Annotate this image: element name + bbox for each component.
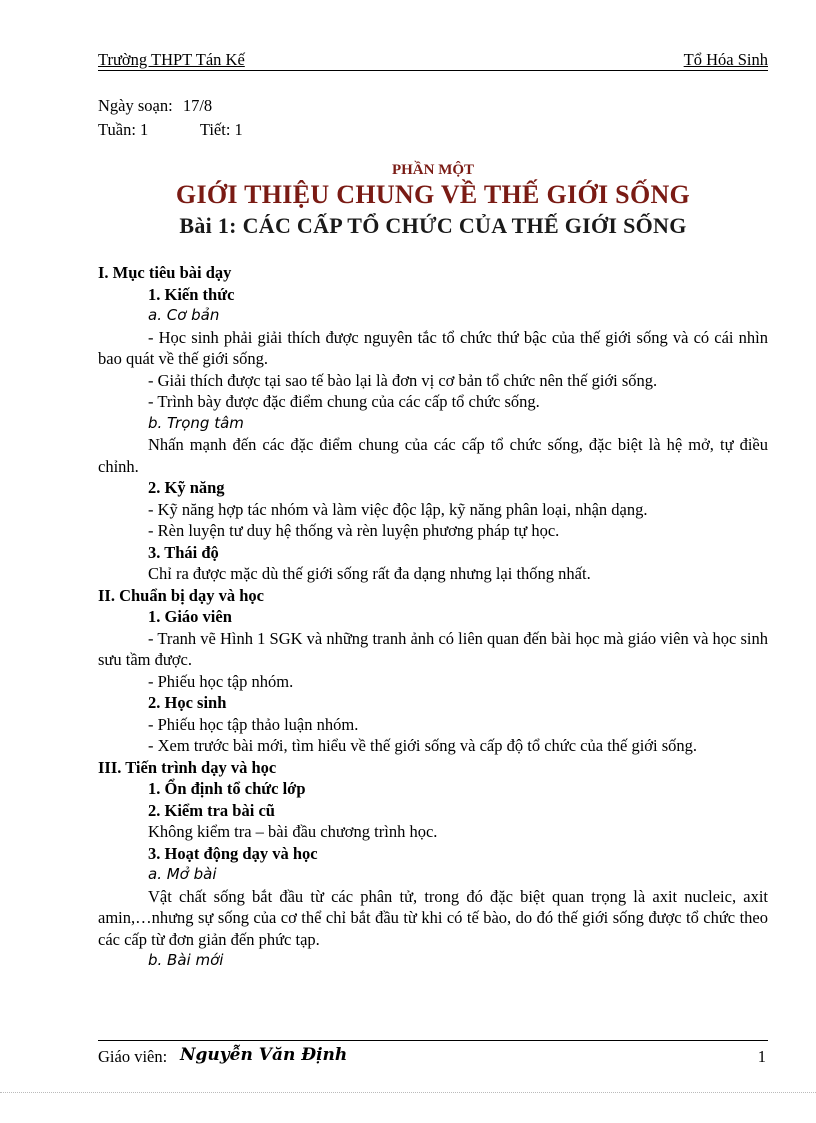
paragraph: - Rèn luyện tư duy hệ thống và rèn luyện phương pháp tự học. (148, 521, 560, 540)
section-heading: I. Mục tiêu bài dạy (98, 263, 232, 282)
paragraph: Nhấn mạnh đến các đặc điểm chung của các cấp tổ chức sống, đặc biệt là hệ mở, tự điều chỉnh. (98, 435, 768, 476)
paragraph: - Giải thích được tại sao tế bào lại là đơn vị cơ bản tổ chức nên thế giới sống. (148, 370, 658, 390)
subsection-heading: 2. Kiểm tra bài cũ (148, 800, 275, 820)
paragraph: Chỉ ra được mặc dù thế giới sống rất đa dạng nhưng lại thống nhất. (148, 564, 591, 583)
main-title: GIỚI THIỆU CHUNG VỀ THẾ GIỚI SỐNG (175, 180, 691, 209)
item-heading: b. Trọng tâm (148, 413, 244, 432)
subsection-heading: 2. Kỹ năng (148, 478, 225, 497)
paragraph: - Xem trước bài mới, tìm hiểu về thế giới sống và cấp độ tổ chức của thế giới sống. (148, 736, 698, 755)
teacher-label: Giáo viên: (98, 1047, 168, 1066)
page-break-line (0, 1092, 816, 1093)
paragraph: - Kỹ năng hợp tác nhóm và làm việc độc lập, kỹ năng phân loại, nhận dạng. (148, 499, 648, 519)
week-line (98, 120, 243, 140)
date-value: 17/8 (182, 96, 213, 115)
section-heading: II. Chuẩn bị dạy và học (98, 585, 264, 605)
date-line (98, 96, 212, 116)
week-label: Tuần: 1 (98, 120, 149, 139)
subsection-heading: 2. Học sinh (148, 693, 227, 712)
department-name: Tổ Hóa Sinh (683, 50, 768, 69)
subsection-heading: 1. Ổn định tổ chức lớp (148, 779, 306, 798)
subsection-heading: 1. Giáo viên (148, 607, 232, 626)
paragraph: - Tranh vẽ Hình 1 SGK và những tranh ảnh có liên quan đến bài học mà giáo viên và học sinh sưu tầm được. (98, 628, 768, 669)
paragraph: Vật chất sống bắt đầu từ các phân tử, trong đó đặc biệt quan trọng là axit nucleic, axit amin,…nhưng sự sống của cơ thể chỉ bắt đầu từ khi có tế bào, do đó thế giới sống được tổ chức theo các cấp từ đơn giản đến phức tạp. (98, 886, 768, 949)
subsection-heading: 3. Thái độ (148, 542, 219, 562)
section-heading: III. Tiến trình dạy và học (98, 757, 277, 777)
school-name: Trường THPT Tán Kế (98, 50, 245, 69)
date-label: Ngày soạn: (98, 96, 173, 115)
period-label: Tiết: 1 (199, 120, 243, 139)
item-heading: a. Cơ bản (148, 306, 220, 324)
subsection-heading: 3. Hoạt động dạy và học (148, 843, 318, 863)
item-heading: a. Mở bài (148, 865, 217, 883)
paragraph: - Phiếu học tập nhóm. (148, 671, 294, 691)
page-header (98, 48, 768, 71)
teacher-signature: Nguyễn Văn Định (180, 1045, 348, 1065)
item-heading: b. Bài mới (148, 951, 224, 969)
page-footer (98, 1040, 768, 1071)
paragraph: - Trình bày được đặc điểm chung của các cấp tổ chức sống. (148, 392, 540, 411)
paragraph: - Phiếu học tập thảo luận nhóm. (148, 714, 359, 734)
page-number: 1 (757, 1047, 766, 1066)
document-body (98, 262, 768, 972)
paragraph: Không kiểm tra – bài đầu chương trình học. (148, 822, 438, 841)
lesson-title: Bài 1: CÁC CẤP TỔ CHỨC CỦA THẾ GIỚI SỐNG (179, 213, 687, 238)
subsection-heading: 1. Kiến thức (148, 284, 235, 304)
part-title: PHẦN MỘT (391, 162, 475, 178)
paragraph: - Học sinh phải giải thích được nguyên tắc tổ chức thứ bậc của thế giới sống và có cái nhìn bao quát về thế giới sống. (98, 327, 768, 368)
